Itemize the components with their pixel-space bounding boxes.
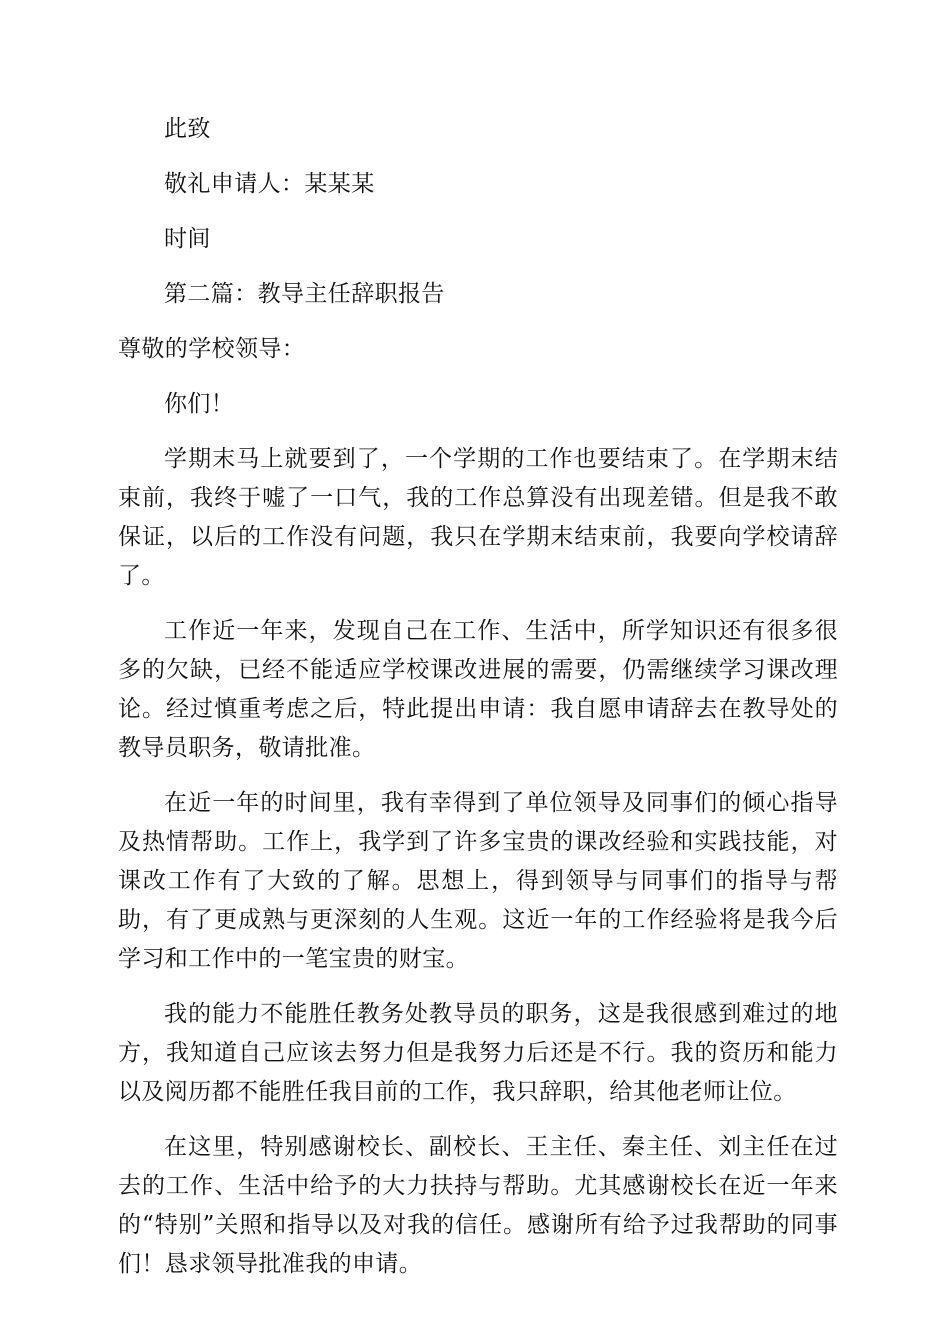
section-title: 第二篇：教导主任辞职报告 — [164, 281, 445, 307]
greeting-line: 你们！ — [164, 391, 235, 417]
recipient-line: 尊敬的学校领导： — [118, 336, 306, 362]
body-paragraph: 在近一年的时间里，我有幸得到了单位领导及同事们的倾心指导及热情帮助。工作上，我学到了许多宝贵的课改经验和实践技能，对课改工作有了大致的了解。思想上，得到领导与同事们的指导与帮助，有了更成熟与更深刻的人生观。这近一年的工作经验将是我今后学习和工作中的一笔宝贵的财宝。 — [118, 790, 838, 972]
closing-salutation: 此致 — [164, 116, 211, 142]
body-paragraph: 学期末马上就要到了，一个学期的工作也要结束了。在学期末结束前，我终于嘘了一口气，我的工作总算没有出现差错。但是我不敢保证，以后的工作没有问题，我只在学期末结束前，我要向学校请辞了。 — [118, 446, 838, 589]
body-paragraph: 在这里，特别感谢校长、副校长、王主任、秦主任、刘主任在过去的工作、生活中给予的大力扶持与帮助。尤其感谢校长在近一年来的“特别”关照和指导以及对我的信任。感谢所有给予过我帮助的同事们！恳求领导批准我的申请。 — [118, 1134, 838, 1277]
document-body — [118, 110, 838, 1300]
body-paragraph: 工作近一年来，发现自己在工作、生活中，所学知识还有很多很多的欠缺，已经不能适应学校课改进展的需要，仍需继续学习课改理论。经过慎重考虑之后，特此提出申请：我自愿申请辞去在教导处的教导员职务，敬请批准。 — [118, 618, 838, 761]
regards-signature: 敬礼申请人：某某某 — [164, 171, 375, 197]
date-label: 时间 — [164, 226, 211, 252]
body-paragraph: 我的能力不能胜任教务处教导员的职务，这是我很感到难过的地方，我知道自己应该去努力但是我努力后还是不行。我的资历和能力以及阅历都不能胜任我目前的工作，我只辞职，给其他老师让位。 — [118, 1001, 838, 1105]
